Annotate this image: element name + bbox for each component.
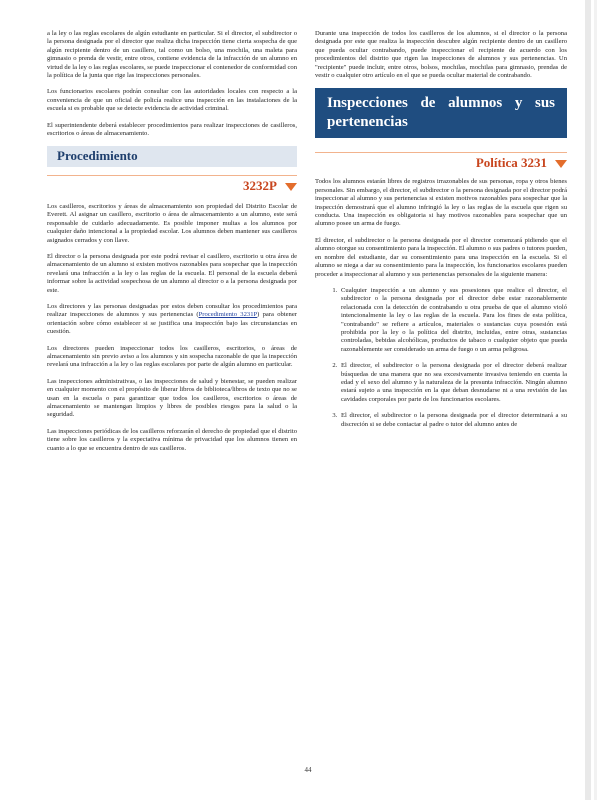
code-label: 3232P: [243, 177, 277, 193]
left-column: [47, 30, 297, 461]
procedure-link[interactable]: Procedimiento 3231P: [198, 311, 258, 319]
divider: [315, 152, 567, 153]
triangle-down-icon: [555, 160, 567, 168]
paragraph: Los funcionarios escolares podrán consultar con las autoridades locales con respecto a la conveniencia de que un oficial de policía realice una inspección en las instalaciones de la escuela si es probable que se detecte evidencia de actividad criminal.: [47, 88, 297, 113]
paragraph: El director o la persona designada por este podrá revisar el casillero, escritorio u otra área de almacenamiento de un alumno si existen motivos razonables para sospechar que la inspección revelará una infracción a la ley o las reglas de la escuela. El personal de la escuela deberá informar sobre la actividad sospechosa de un alumno al director o a la persona designada por este.: [47, 252, 297, 294]
paragraph: Los casilleros, escritorios y áreas de almacenamiento son propiedad del Distrito Escolar de Everett. Al asignar un casillero, escritorio o área de almacenamiento a un alumno, este será responsable de cuidarlo adecuadamente. Es posible imponer multas a los alumnos por cualquier daño intencional a la propiedad escolar. Los alumnos deben mantener sus casilleros asignados cerrados y con llave.: [47, 202, 297, 244]
list-item: 2. El director, el subdirector o la persona designada por el director deberá realizar búsquedas de una manera que no sea excesivamente invasiva teniendo en cuenta la edad y el sexo del alumno y la naturaleza de la presunta infracción. Ningún alumno estará sujeto a una inspección en la que deban desnudarse ni a una revisión de las cavidades corporales por parte de los funcionarios escolares.: [339, 362, 567, 404]
divider: [47, 175, 297, 176]
policy-label: Política: [475, 155, 518, 171]
list-item: 3. El director, el subdirector o la persona designada por el director determinará a su discreción si se debe contactar al padre o tutor del alumno antes de: [339, 412, 567, 429]
numbered-list: [315, 287, 567, 429]
paragraph: Las inspecciones periódicas de los casilleros reforzarán el derecho de propiedad que el distrito tiene sobre los casilleros y la expectativa mínima de privacidad que los alumnos tienen en cuanto a lo que se encuentra dentro de sus casilleros.: [47, 427, 297, 452]
page-edge-shade: [585, 0, 591, 800]
paragraph-with-link: Los directores y las personas designadas por estos deben consultar los procedimientos para realizar inspecciones de alumnos y sus pertenencias (Procedimiento 3231P) para obtener orientación sobre cómo establecer si se justifica una inspección bajo las circunstancias en cuestión.: [47, 302, 297, 336]
paragraph: Los directores pueden inspeccionar todos los casilleros, escritorios, o áreas de almacenamiento sin previo aviso a los alumnos y sin sospecha razonable de que la inspección revelará una infracción a la ley o las reglas escolares por parte de algún alumno en particular.: [47, 344, 297, 369]
paragraph: El superintendente deberá establecer procedimientos para realizar inspecciones de casilleros, escritorios o áreas de almacenamiento.: [47, 121, 297, 138]
page-edge-shade-2: [594, 0, 597, 800]
right-column: [315, 30, 567, 437]
paragraph: Las inspecciones administrativas, o las inspecciones de salud y bienestar, se pueden realizar en cualquier momento con el propósito de liberar libros de biblioteca/libros de texto que no se usan en la escuela o para garantizar que todos los casilleros, escritorios o áreas de almacenamiento se mantengan limpios y libres de posibles riesgos para la salud o la seguridad.: [47, 377, 297, 419]
procedimiento-code: [47, 177, 297, 193]
paragraph: Durante una inspección de todos los casilleros de los alumnos, si el director o la persona designada por este que realiza la inspección descubre algún recipiente dentro de un casillero que pueda ocultar contrabando, puede inspeccionar el recipiente de acuerdo con los procedimientos del distrito que rigen las inspecciones de alumnos y sus pertenencias. Un "recipiente" puede incluir, entre otros, bolsos, mochilas, mochilas para gimnasio, prendas de vestir o cualquier otro artículo en el que se pueda ocultar material de contrabando.: [315, 30, 567, 80]
section-heading: Inspecciones de alumnos y sus pertenencias: [315, 88, 567, 138]
page-number: 44: [304, 766, 312, 774]
policy-code: [315, 155, 567, 171]
list-item: 1. Cualquier inspección a un alumno y sus posesiones que realice el director, el subdirector o la persona designada por el director debe estar razonablemente relacionada con la detección de contrabando u otra prueba de que el alumno violó intencionalmente la ley o las reglas de la escuela. Para los fines de esta política, "contrabando" se refiere a artículos, materiales o sustancias cuya posesión está prohibida por la ley o la política del distrito, incluidas, entre otras, sustancias controladas, bebidas alcohólicas, productos de tabaco o cualquier objeto que pueda razonablemente ser considerado un arma de fuego o un arma peligrosa.: [339, 287, 567, 354]
paragraph: a la ley o las reglas escolares de algún estudiante en particular. Si el director, el subdirector o la persona designada por el director que realiza dicha inspección tiene cierta sospecha de que algún recipiente dentro de un casillero, tal como un bolso, una mochila, una maleta para gimnasio o prenda de vestir, entre otros, contiene evidencia de la infracción de un alumno en virtud de la ley o las reglas escolares, se puede inspeccionar el contenedor de conformidad con la política de la junta que rige las inspecciones personales.: [47, 30, 297, 80]
procedimiento-heading: Procedimiento: [47, 146, 297, 166]
paragraph: El director, el subdirector o la persona designada por el director comenzará pidiendo que el alumno otorgue su consentimiento para la inspección. El alumno o sus padres o tutores pueden, en nombre del estudiante, dar su consentimiento para una inspección en la escuela. Si el alumno se niega a dar su consentimiento para la inspección, los funcionarios escolares pueden proceder a inspeccionar al alumno y sus pertenencias personales de la siguiente manera:: [315, 236, 567, 278]
paragraph: Todos los alumnos estarán libres de registros irrazonables de sus personas, ropa y otros bienes personales. Sin embargo, el director, el subdirector o la persona designada por el director podrá inspeccionar al alumno y sus pertenencias si existen motivos razonables para sospechar que la inspección demostrará que el alumno infringió la ley o las reglas de la escuela que rigen su conducta. Una inspección es obligatoria si hay motivos razonables para sospechar que un alumno posee un arma de fuego.: [315, 178, 567, 228]
triangle-down-icon: [285, 183, 297, 191]
policy-number: 3231: [521, 155, 547, 171]
